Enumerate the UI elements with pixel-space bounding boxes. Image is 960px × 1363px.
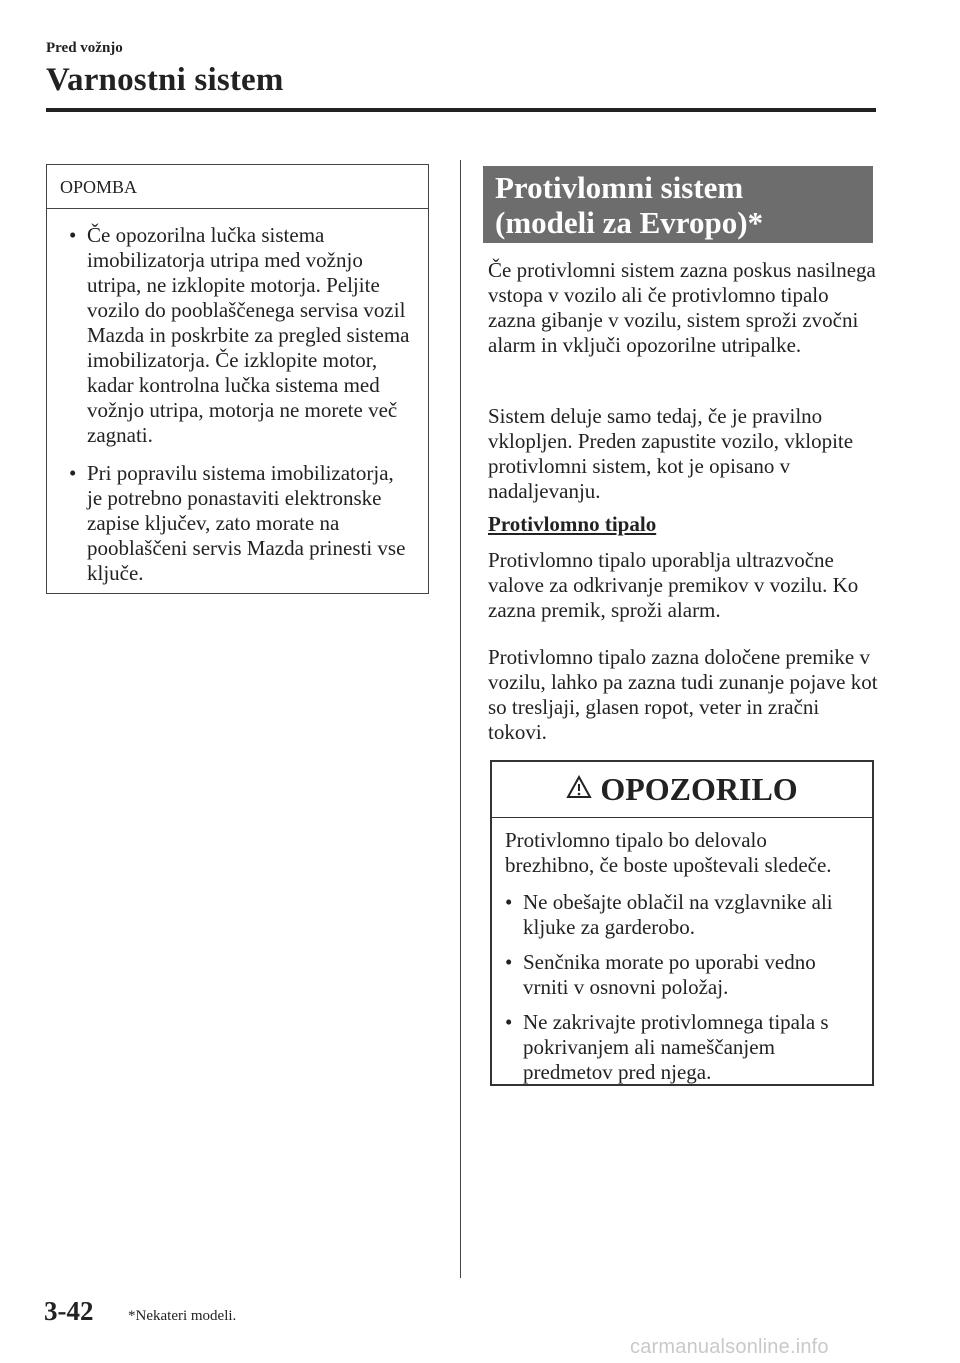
- bullet-icon: •: [505, 1010, 513, 1034]
- warning-header: [492, 762, 872, 818]
- warning-item-text: Senčnika morate po uporabi vedno vrniti v osnovni položaj.: [523, 950, 816, 999]
- bullet-icon: •: [69, 461, 77, 485]
- warning-item: [505, 1010, 860, 1085]
- paragraph-intro: Če protivlomni sistem zazna poskus nasilnega vstopa v vozilo ali če protivlomno tipalo zazna gibanje v vozilu, sistem sproži zvočni alarm in vključi opozorilne utripalke.: [488, 258, 876, 357]
- title-rule: [46, 108, 876, 112]
- warning-list: [505, 890, 860, 1085]
- note-item: [69, 223, 414, 448]
- warning-item-text: Ne zakrivajte protivlomnega tipala s pokrivanjem ali nameščanjem predmetov pred njega.: [523, 1010, 829, 1084]
- section-banner: [483, 166, 873, 243]
- paragraph-usage: Sistem deluje samo tedaj, če je pravilno vklopljen. Preden zapustite vozilo, vklopite protivlomni sistem, kot je opisano v nadaljevanju.: [488, 404, 854, 503]
- section-title-line-2: (modeli za Evropo)*: [495, 205, 764, 240]
- page-title: Varnostni sistem: [46, 62, 284, 98]
- watermark: carmanualsonline.info: [630, 1336, 829, 1358]
- note-item-text: Če opozorilna lučka sistema imobilizatorja utripa med vožnjo utripa, ne izklopite motorja. Peljite vozilo do pooblaščenega servisa vozil Mazda in poskrbite za pregled sistema imobilizatorja. Če izklopite motor, kadar kontrolna lučka sistema med vožnjo utripa, motorja ne morete več zagnati.: [87, 223, 410, 447]
- warning-triangle-icon: [566, 775, 592, 804]
- footnote: *Nekateri modeli.: [128, 1308, 237, 1324]
- warning-intro: Protivlomno tipalo bo delovalo brezhibno, če boste upoštevali sledeče.: [505, 828, 832, 877]
- warning-box: [490, 760, 874, 1086]
- bullet-icon: •: [69, 223, 77, 247]
- column-divider: [460, 160, 461, 1278]
- breadcrumb: Pred vožnjo: [46, 40, 123, 56]
- note-box: [46, 164, 429, 594]
- paragraph-sensor-detection: Protivlomno tipalo zazna določene premike v vozilu, lahko pa zazna tudi zunanje pojave kot so tresljaji, glasen ropot, veter in zračni tokovi.: [488, 645, 878, 744]
- paragraph-sensor-function: Protivlomno tipalo uporablja ultrazvočne valove za odkrivanje premikov v vozilu. Ko zazna premik, sproži alarm.: [488, 548, 859, 622]
- warning-body: [492, 818, 872, 1085]
- note-item: [69, 461, 414, 586]
- subheading-sensor: Protivlomno tipalo: [488, 512, 657, 536]
- bullet-icon: •: [505, 950, 513, 974]
- warning-title: OPOZORILO: [600, 771, 798, 807]
- bullet-icon: •: [505, 890, 513, 914]
- note-list: [47, 209, 428, 586]
- warning-item: [505, 950, 860, 1000]
- note-heading: OPOMBA: [47, 165, 428, 209]
- warning-item-text: Ne obešajte oblačil na vzglavnike ali kljuke za garderobo.: [523, 890, 833, 939]
- warning-item: [505, 890, 860, 940]
- note-item-text: Pri popravilu sistema imobilizatorja, je potrebno ponastaviti elektronske zapise ključev, zato morate na pooblaščeni servis Mazda prinesti vse ključe.: [87, 461, 406, 585]
- page-number: 3-42: [44, 1296, 94, 1326]
- section-title-line-1: Protivlomni sistem: [495, 170, 744, 205]
